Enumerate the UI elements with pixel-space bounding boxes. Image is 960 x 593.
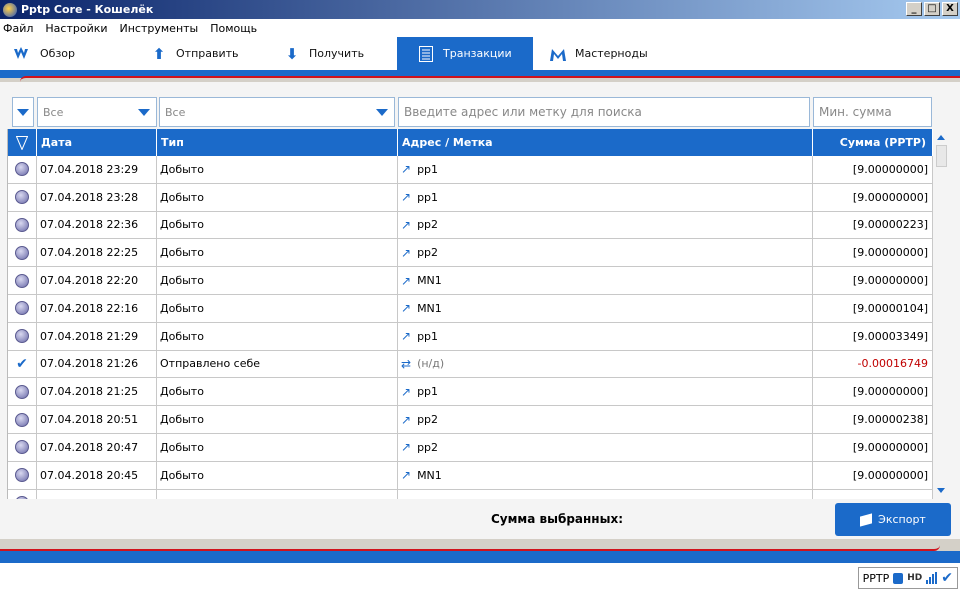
- table-row[interactable]: [8, 323, 933, 351]
- mined-arrow-icon: ↗: [401, 162, 412, 177]
- app-icon: [3, 3, 17, 17]
- masternodes-icon: [549, 46, 567, 62]
- status-cell: [8, 490, 37, 499]
- address-cell: [398, 184, 813, 211]
- date-cell: 07.04.2018 22:20: [37, 267, 157, 294]
- watch-only-filter[interactable]: [12, 97, 34, 127]
- address-cell: [398, 351, 813, 378]
- mined-arrow-icon: ↗: [401, 273, 412, 288]
- amount-cell: [9.00000223]: [813, 212, 933, 239]
- menu-tools[interactable]: Инструменты: [119, 21, 199, 35]
- tab-send-label: Отправить: [176, 47, 239, 60]
- date-cell: 07.04.2018 22:16: [37, 295, 157, 322]
- scroll-down-icon[interactable]: [937, 488, 945, 493]
- table-row[interactable]: [8, 406, 933, 434]
- overview-icon: [14, 46, 32, 62]
- address-cell: [398, 406, 813, 433]
- date-cell: 07.04.2018 21:25: [37, 378, 157, 405]
- amount-cell: [9.00000000]: [813, 184, 933, 211]
- status-cell: [8, 212, 37, 239]
- clock-icon: [15, 246, 29, 260]
- type-cell: Добыто: [157, 434, 398, 461]
- status-indicators: [858, 567, 958, 589]
- table-body: [8, 156, 933, 499]
- date-cell: [37, 490, 157, 499]
- chevron-down-icon: [138, 109, 150, 116]
- status-cell: [8, 239, 37, 266]
- type-cell: Добыто: [157, 156, 398, 183]
- status-cell: [8, 351, 37, 378]
- status-column-header[interactable]: [8, 129, 37, 156]
- title-bar: [0, 0, 960, 19]
- mined-arrow-icon: ↗: [401, 329, 412, 344]
- transactions-table: [7, 129, 933, 499]
- type-cell: [157, 490, 398, 499]
- tab-overview-label: Обзор: [40, 47, 76, 60]
- status-cell: [8, 156, 37, 183]
- address-label: MN1: [417, 274, 442, 288]
- clock-icon: [15, 218, 29, 232]
- scroll-up-icon[interactable]: [937, 135, 945, 140]
- type-cell: Добыто: [157, 212, 398, 239]
- status-cell: [8, 406, 37, 433]
- mined-arrow-icon: ↗: [401, 412, 412, 427]
- type-cell: Отправлено себе: [157, 351, 398, 378]
- address-label: pp1: [417, 385, 439, 399]
- mined-arrow-icon: ↗: [401, 440, 412, 455]
- selected-sum-label: Сумма выбранных:: [490, 512, 623, 526]
- hd-icon: HD: [907, 573, 923, 583]
- clock-icon: [15, 162, 29, 176]
- lock-icon: [893, 573, 903, 584]
- amount-cell: -0.00016749: [813, 351, 933, 378]
- amount-cell: [9.00000104]: [813, 295, 933, 322]
- self-payment-icon: ⇄: [401, 356, 412, 371]
- amount-cell: [9.00000000]: [813, 378, 933, 405]
- receive-icon: ⬇: [285, 44, 299, 63]
- clock-icon: [15, 468, 29, 482]
- address-label: pp2: [417, 413, 439, 427]
- status-cell: [8, 378, 37, 405]
- chevron-down-icon: [17, 109, 29, 116]
- type-filter-select[interactable]: [159, 97, 395, 127]
- address-label: pp1: [417, 329, 439, 343]
- date-cell: 07.04.2018 20:45: [37, 462, 157, 489]
- status-cell: [8, 434, 37, 461]
- amount-cell: [9.00000000]: [813, 267, 933, 294]
- menu-settings[interactable]: Настройки: [45, 21, 108, 35]
- address-cell: [398, 212, 813, 239]
- mined-arrow-icon: ↗: [401, 245, 412, 260]
- export-label: Экспорт: [878, 513, 926, 526]
- tab-overview[interactable]: [14, 37, 124, 70]
- address-label: pp1: [417, 162, 439, 176]
- min-amount-input[interactable]: [813, 97, 932, 127]
- amount-cell: [9.00000000]: [813, 239, 933, 266]
- search-input[interactable]: [398, 97, 810, 127]
- date-cell: 07.04.2018 20:51: [37, 406, 157, 433]
- date-cell: 07.04.2018 23:28: [37, 184, 157, 211]
- status-cell: [8, 267, 37, 294]
- tab-receive[interactable]: [283, 37, 393, 70]
- nav-tabs: [0, 37, 960, 70]
- clock-icon: [15, 385, 29, 399]
- summary-bar: [0, 499, 960, 539]
- address-label: pp2: [417, 218, 439, 232]
- tab-transactions[interactable]: [397, 37, 533, 70]
- clock-icon: [15, 440, 29, 454]
- address-label: pp2: [417, 440, 439, 454]
- status-cell: [8, 462, 37, 489]
- type-cell: Добыто: [157, 462, 398, 489]
- confirmed-check-icon: ✔: [16, 355, 28, 372]
- date-cell: 07.04.2018 21:29: [37, 323, 157, 350]
- address-cell: [398, 239, 813, 266]
- footer-band: [0, 551, 960, 563]
- table-row[interactable]: [8, 239, 933, 267]
- type-cell: Добыто: [157, 184, 398, 211]
- date-filter-select[interactable]: [37, 97, 157, 127]
- date-cell: 07.04.2018 20:47: [37, 434, 157, 461]
- amount-cell: [9.00000238]: [813, 406, 933, 433]
- synced-check-icon: ✔: [941, 570, 953, 586]
- maximize-button[interactable]: □: [924, 2, 940, 16]
- address-cell: [398, 267, 813, 294]
- search-placeholder: Введите адрес или метку для поиска: [404, 105, 642, 119]
- address-column-header[interactable]: Адрес / Метка: [398, 129, 813, 156]
- mined-arrow-icon: ↗: [401, 384, 412, 399]
- tab-send[interactable]: [150, 37, 270, 70]
- tab-masternodes[interactable]: [549, 37, 669, 70]
- export-icon: [860, 513, 872, 526]
- table-row[interactable]: [8, 434, 933, 462]
- unit-selector[interactable]: PPTP: [862, 571, 890, 585]
- type-cell: Добыто: [157, 378, 398, 405]
- address-label: (н/д): [417, 357, 445, 371]
- amount-cell: [813, 490, 933, 499]
- vertical-scrollbar[interactable]: [933, 129, 950, 499]
- amount-cell: [9.00000000]: [813, 462, 933, 489]
- address-cell: [398, 490, 813, 499]
- menu-help[interactable]: Помощь: [210, 21, 258, 35]
- table-row[interactable]: [8, 267, 933, 295]
- clock-icon: [15, 413, 29, 427]
- address-cell: [398, 378, 813, 405]
- address-cell: [398, 434, 813, 461]
- type-column-header[interactable]: Тип: [157, 129, 398, 156]
- connections-icon: [926, 572, 937, 584]
- menu-bar: [0, 19, 960, 37]
- status-cell: [8, 184, 37, 211]
- clock-icon: [15, 190, 29, 204]
- date-cell: 07.04.2018 23:29: [37, 156, 157, 183]
- table-row[interactable]: [8, 490, 933, 499]
- mined-arrow-icon: ↗: [401, 190, 412, 205]
- amount-cell: [9.00003349]: [813, 323, 933, 350]
- chevron-down-icon: [376, 109, 388, 116]
- address-label: MN1: [417, 468, 442, 482]
- table-row[interactable]: [8, 351, 933, 379]
- address-cell: [398, 462, 813, 489]
- table-row[interactable]: [8, 184, 933, 212]
- min-amount-placeholder: Мин. сумма: [819, 105, 892, 119]
- status-bar: [0, 563, 960, 593]
- table-row[interactable]: [8, 212, 933, 240]
- tab-transactions-label: Транзакции: [443, 47, 512, 60]
- date-column-header[interactable]: Дата: [37, 129, 157, 156]
- tab-masternodes-label: Мастерноды: [575, 47, 648, 60]
- table-row[interactable]: [8, 156, 933, 184]
- transactions-icon: [417, 46, 435, 62]
- menu-file[interactable]: Файл: [3, 21, 34, 35]
- table-row[interactable]: [8, 462, 933, 490]
- mined-arrow-icon: ↗: [401, 301, 412, 316]
- address-label: pp1: [417, 190, 439, 204]
- status-cell: [8, 295, 37, 322]
- status-cell: [8, 323, 37, 350]
- date-filter-value: Все: [43, 105, 64, 119]
- clock-icon: [15, 329, 29, 343]
- scroll-thumb[interactable]: [936, 145, 947, 167]
- transactions-panel: [0, 82, 960, 539]
- export-button[interactable]: [835, 503, 951, 536]
- minimize-button[interactable]: _: [906, 2, 922, 16]
- date-cell: 07.04.2018 21:26: [37, 351, 157, 378]
- type-cell: Добыто: [157, 406, 398, 433]
- date-cell: 07.04.2018 22:25: [37, 239, 157, 266]
- amount-cell: [9.00000000]: [813, 434, 933, 461]
- mined-arrow-icon: ↗: [401, 468, 412, 483]
- clock-icon: [15, 274, 29, 288]
- type-cell: Добыто: [157, 295, 398, 322]
- amount-column-header[interactable]: Сумма (PPTP): [813, 129, 933, 156]
- amount-cell: [9.00000000]: [813, 156, 933, 183]
- type-cell: Добыто: [157, 323, 398, 350]
- clock-icon: [15, 301, 29, 315]
- type-cell: Добыто: [157, 267, 398, 294]
- table-row[interactable]: [8, 378, 933, 406]
- tab-receive-label: Получить: [309, 47, 365, 60]
- type-cell: Добыто: [157, 239, 398, 266]
- close-button[interactable]: X: [942, 2, 958, 16]
- mined-arrow-icon: ↗: [401, 217, 412, 232]
- address-label: MN1: [417, 301, 442, 315]
- date-cell: 07.04.2018 22:36: [37, 212, 157, 239]
- address-label: pp2: [417, 246, 439, 260]
- address-cell: [398, 323, 813, 350]
- type-filter-value: Все: [165, 105, 186, 119]
- address-cell: [398, 156, 813, 183]
- table-header: [8, 129, 933, 156]
- send-icon: ⬆: [152, 44, 166, 63]
- table-row[interactable]: [8, 295, 933, 323]
- address-cell: [398, 295, 813, 322]
- window-title: Pptp Core - Кошелёк: [21, 3, 154, 16]
